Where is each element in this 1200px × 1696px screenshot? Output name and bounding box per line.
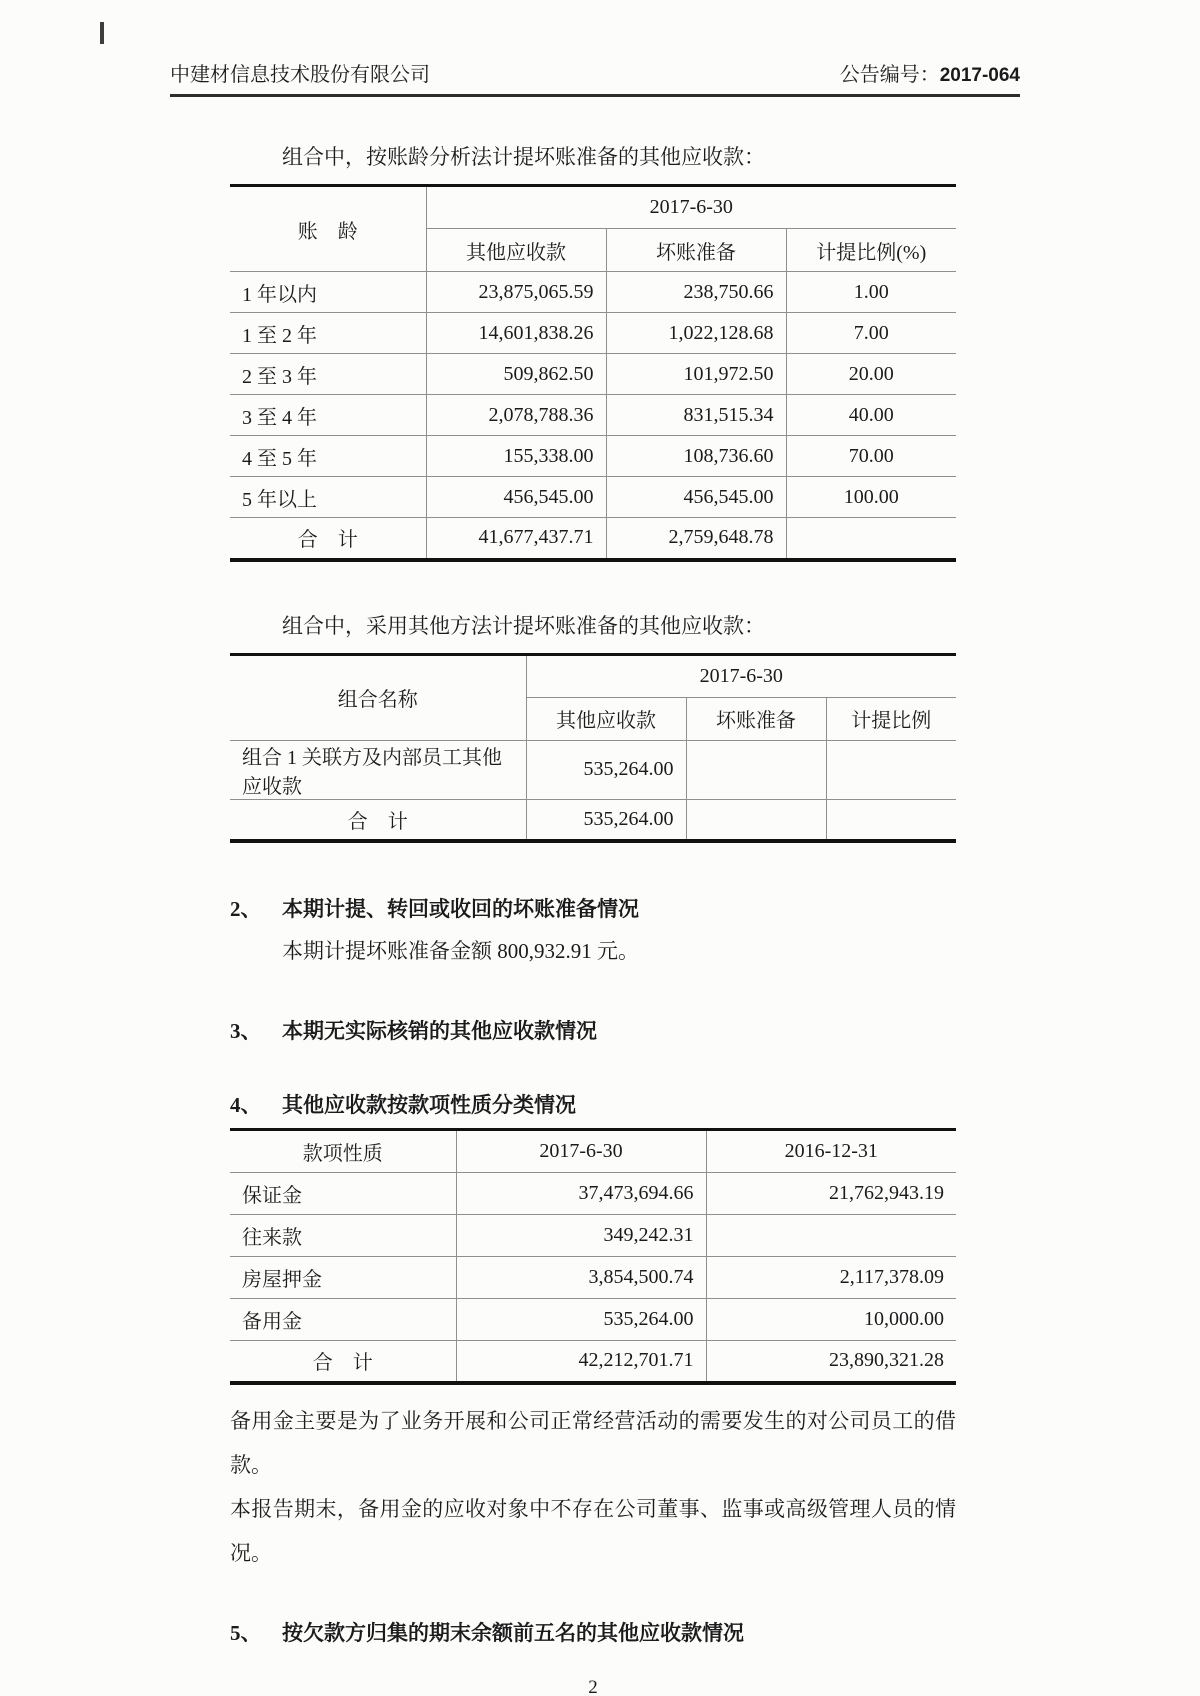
cell-previous: 21,762,943.19 [706,1173,956,1215]
table-row [230,740,956,799]
table-total-row [230,799,956,841]
cell-ratio: 100.00 [786,477,956,518]
section-2-body: 本期计提坏账准备金额 800,932.91 元。 [282,939,639,963]
section-4-heading [230,1091,956,1119]
cell-provision: 108,736.60 [606,436,786,477]
section-4-title: 其他应收款按款项性质分类情况 [282,1093,576,1117]
table-row [230,477,956,518]
table-row [230,1257,956,1299]
cell-previous: 10,000.00 [706,1299,956,1341]
table-header-row [230,186,956,229]
row-label: 1 至 2 年 [230,313,426,354]
total-receivable: 535,264.00 [526,799,686,841]
total-provision [686,799,826,841]
section-5-heading [230,1619,956,1647]
reserve-fund-note [230,1399,956,1575]
col-header-nature: 款项性质 [230,1130,456,1173]
total-label: 合 计 [297,529,358,552]
cell-previous [706,1215,956,1257]
cell-provision: 456,545.00 [606,477,786,518]
section-3-heading [230,1017,956,1045]
col-header-provision: 坏账准备 [686,697,826,740]
section-4-number: 4、 [230,1093,262,1117]
page-footer [230,1677,956,1696]
scan-artifact [100,22,104,44]
row-label: 4 至 5 年 [230,436,426,477]
other-method-table-title: 组合中，采用其他方法计提坏账准备的其他应收款： [282,613,765,638]
row-label: 5 年以上 [230,477,426,518]
section-5-title: 按欠款方归集的期末余额前五名的其他应收款情况 [282,1620,744,1645]
cell-receivable: 535,264.00 [526,740,686,799]
section-2-number: 2、 [230,897,262,921]
aging-period-header: 2017-6-30 [426,186,956,229]
cell-receivable: 14,601,838.26 [426,313,606,354]
total-ratio [786,518,956,560]
table-header-row [230,1130,956,1173]
row-label: 房屋押金 [230,1257,456,1299]
total-previous: 23,890,321.28 [706,1341,956,1383]
cell-receivable: 155,338.00 [426,436,606,477]
cell-provision: 238,750.66 [606,272,786,313]
cell-receivable: 23,875,065.59 [426,272,606,313]
cell-previous: 2,117,378.09 [706,1257,956,1299]
table-row [230,1173,956,1215]
aging-row-header: 账 龄 [230,186,426,272]
total-ratio [826,799,956,841]
cell-ratio: 40.00 [786,395,956,436]
total-label: 合 计 [312,1352,373,1375]
total-provision: 2,759,648.78 [606,518,786,560]
table-row [230,436,956,477]
cell-receivable: 509,862.50 [426,354,606,395]
total-label: 合 计 [347,810,408,833]
table-row [230,1215,956,1257]
table-total-row [230,1341,956,1383]
cell-ratio: 70.00 [786,436,956,477]
section-3-title: 本期无实际核销的其他应收款情况 [282,1019,597,1043]
other-method-table [230,653,956,844]
group-name-header: 组合名称 [230,654,526,740]
cell-provision: 1,022,128.68 [606,313,786,354]
cell-ratio: 7.00 [786,313,956,354]
table-row [230,354,956,395]
row-label: 2 至 3 年 [230,354,426,395]
row-label: 备用金 [230,1299,456,1341]
cell-ratio [826,740,956,799]
table-row [230,395,956,436]
col-header-receivable: 其他应收款 [526,697,686,740]
page-number: 2 [588,1676,598,1696]
section-3-number: 3、 [230,1019,262,1043]
table-total-row [230,518,956,560]
table-row [230,313,956,354]
cell-ratio: 1.00 [786,272,956,313]
cell-provision: 101,972.50 [606,354,786,395]
cell-receivable: 2,078,788.36 [426,395,606,436]
total-receivable: 41,677,437.71 [426,518,606,560]
aging-table-title: 组合中，按账龄分析法计提坏账准备的其他应收款： [282,145,765,169]
notice-number-value: 2017-064 [939,65,1020,86]
row-label: 往来款 [230,1215,456,1257]
period-header: 2017-6-30 [526,654,956,697]
cell-ratio: 20.00 [786,354,956,395]
col-header-ratio: 计提比例(%) [786,229,956,272]
section-2-heading [230,895,956,923]
notice-label: 公告编号： [839,64,940,86]
aging-table [230,184,956,562]
cell-current: 3,854,500.74 [456,1257,706,1299]
company-name: 中建材信息技术股份有限公司 [170,64,430,86]
col-header-current: 2017-6-30 [456,1130,706,1173]
table-row [230,272,956,313]
cell-receivable: 456,545.00 [426,477,606,518]
row-label: 保证金 [230,1173,456,1215]
row-label: 3 至 4 年 [230,395,426,436]
total-current: 42,212,701.71 [456,1341,706,1383]
row-label: 1 年以内 [230,272,426,313]
section-2-title: 本期计提、转回或收回的坏账准备情况 [282,897,639,921]
col-header-provision: 坏账准备 [606,229,786,272]
cell-provision [686,740,826,799]
col-header-ratio: 计提比例 [826,697,956,740]
page-header [170,58,1020,97]
cell-provision: 831,515.34 [606,395,786,436]
col-header-previous: 2016-12-31 [706,1130,956,1173]
notice-number [840,58,1020,87]
row-label: 组合 1 关联方及内部员工其他应收款 [230,740,526,799]
note-line-2: 本报告期末，备用金的应收对象中不存在公司董事、监事或高级管理人员的情况。 [230,1496,956,1565]
table-header-row [230,654,956,697]
note-line-1: 备用金主要是为了业务开展和公司正常经营活动的需要发生的对公司员工的借款。 [230,1408,956,1477]
cell-current: 535,264.00 [456,1299,706,1341]
section-5-number: 5、 [230,1620,262,1645]
table-row [230,1299,956,1341]
cell-current: 349,242.31 [456,1215,706,1257]
nature-table [230,1128,956,1385]
document-body [230,143,956,1696]
cell-current: 37,473,694.66 [456,1173,706,1215]
col-header-receivable: 其他应收款 [426,229,606,272]
